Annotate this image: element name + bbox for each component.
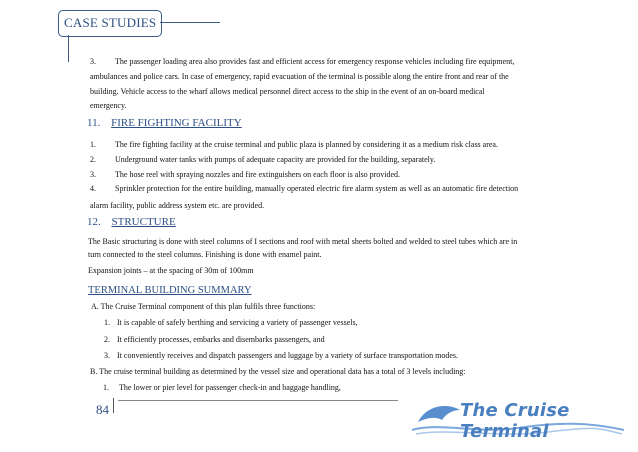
header-box	[58, 10, 162, 37]
summary-b: B. The cruise terminal building as determined by the vessel size and operational data has a total of 3 levels including:	[90, 367, 466, 376]
s12-paragraph-line-1: The Basic structuring is done with steel columns of I sections and roof with metal sheets bolted and welded to steel tubes which are in	[88, 237, 518, 246]
summary-title: TERMINAL BUILDING SUMMARY	[88, 285, 252, 296]
summary-a: A. The Cruise Terminal component of this plan fulfils three functions:	[91, 302, 316, 311]
section-11-title: FIRE FIGHTING FACILITY	[111, 117, 242, 129]
s11-item2-number: 2.	[90, 155, 96, 164]
summary-a2-number: 2.	[104, 335, 110, 344]
summary-a1-number: 1.	[104, 318, 110, 327]
summary-a2-text: It efficiently processes, embarks and disembarks passengers, and	[117, 335, 325, 344]
s11-item1-number: 1.	[90, 140, 96, 149]
summary-a1-text: It is capable of safely berthing and servicing a variety of passenger vessels,	[117, 318, 358, 327]
item3-line-1: The passenger loading area also provides fast and efficient access for emergency response vehicles including fire equipment,	[115, 57, 515, 66]
header-title: CASE STUDIES	[64, 15, 157, 30]
section-11-number: 11.	[87, 117, 101, 129]
s11-item1-text: The fire fighting facility at the cruise terminal and public plaza is planned by considering it as a medium risk class area.	[115, 140, 498, 149]
section-12-heading	[87, 216, 176, 229]
header-left-rule	[68, 35, 69, 62]
s11-item3-text: The hose reel with spraying nozzles and fire extinguishers on each floor is also provided.	[115, 170, 401, 179]
s11-item4-text: Sprinkler protection for the entire building, manually operated electric fire alarm system as well as an automatic fire detection	[115, 184, 519, 193]
s11-item3-number: 3.	[90, 170, 96, 179]
item3-line-2: ambulances and police cars. In case of emergency, rapid evacuation of the terminal is possible along the entire front and rear of the	[90, 72, 509, 81]
s12-expansion-joints: Expansion joints – at the spacing of 30m of 100mm	[88, 266, 254, 275]
summary-a3-text: It conveniently receives and dispatch passengers and luggage by a variety of surface transportation modes.	[117, 351, 458, 360]
page-number: 84	[96, 402, 109, 417]
logo-text: The Cruise Terminal	[460, 400, 570, 442]
summary-b1-number: 1.	[103, 383, 109, 392]
footer-rule	[118, 400, 398, 401]
section-11-heading	[87, 117, 242, 130]
dolphin-icon	[418, 406, 460, 422]
footer-divider	[113, 398, 114, 413]
s12-paragraph-line-2: turn connected to the steel columns. Finishing is done with enamel paint.	[88, 250, 322, 259]
s11-item4-number: 4.	[90, 184, 96, 193]
s11-item4-continuation: alarm facility, public address system etc. are provided.	[90, 201, 265, 210]
section-12-number: 12.	[87, 216, 101, 228]
item3-line-3: building. Vehicle access to the wharf allows medical personnel direct access to the ship in the event of an on-board medical	[90, 87, 485, 96]
summary-b1-text: The lower or pier level for passenger check-in and baggage handling,	[119, 383, 341, 392]
section-12-title: STRUCTURE	[111, 216, 176, 228]
item3-line-4: emergency.	[90, 101, 127, 110]
s11-item2-text: Underground water tanks with pumps of adequate capacity are provided for the building, separately.	[115, 155, 436, 164]
item3-number: 3.	[90, 57, 96, 66]
header-rule	[160, 22, 220, 23]
summary-a3-number: 3.	[104, 351, 110, 360]
